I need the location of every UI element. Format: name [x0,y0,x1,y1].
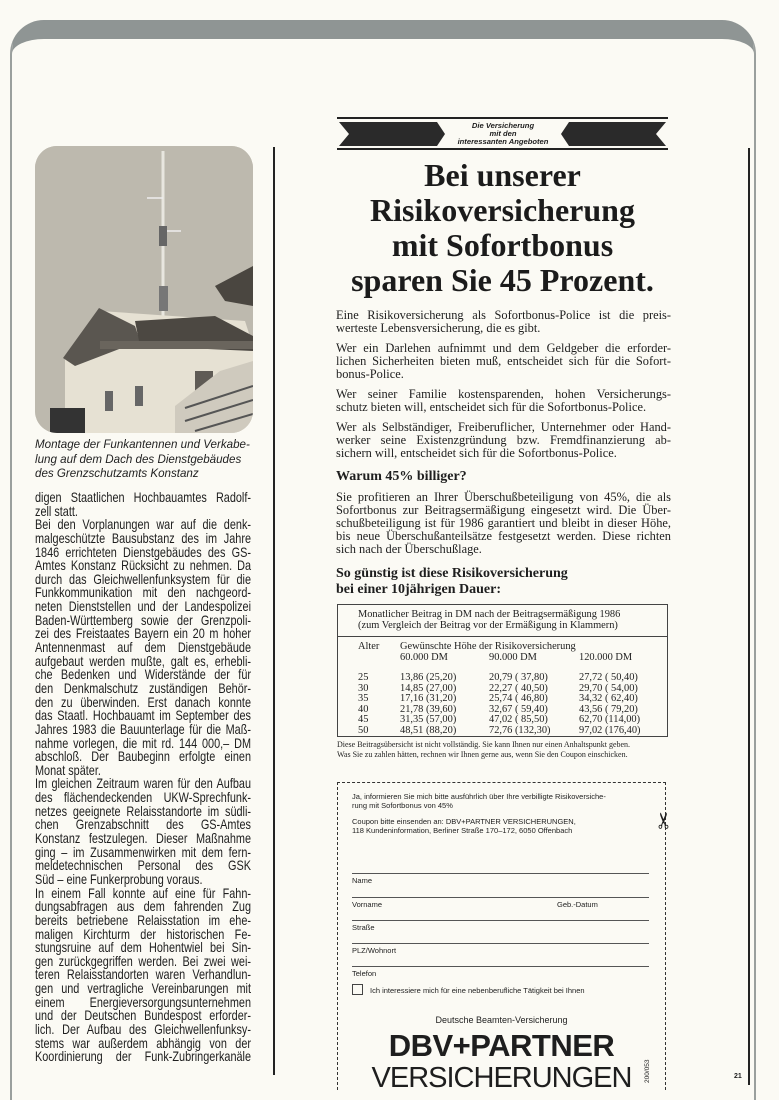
coupon-address-line: Coupon bitte einsenden an: DBV+PARTNER VERSICHERUNGEN, [352,817,576,826]
article-line: einem Energieversorgungsunternehmen [35,994,251,1010]
why-heading: Warum 45% billiger? [336,469,467,484]
company-tagline: Deutsche Beamten-Versicherung [435,1015,568,1025]
coupon-request [352,792,652,810]
sum-header: Gewünschte Höhe der Risikoversicherung [400,641,576,652]
age-cell: 25 [358,672,369,683]
article-line: Jahres 1983 die Bauunterlage für die Maß- [35,721,251,737]
photo-caption [35,438,255,482]
article-line: netzes geeignete Relaisstandorte im südli- [35,803,251,819]
telefon-label: Telefon [352,969,377,978]
premium-cell: 31,35 (57,00) [400,714,457,725]
ad-intro [336,309,671,467]
article-line: gen zurückgegriffen werden. Bei zwei wei- [35,953,251,969]
logo-dbv-partner: DBV+PARTNER [388,1028,615,1063]
intro-paragraph [336,309,671,335]
caption-line: lung auf dem Dach des Dienstgebäudes [35,452,242,466]
article-line: In einem Fall konnte auf eine für Fahn- [35,885,251,901]
article-line: nahme vorlegen, die mit rd. 144 000,– DM [35,735,251,751]
article-line: teren Relaisstandorten waren Verhandlun- [35,967,251,983]
article-line: das Staatl. Hochbauamt im September des [35,708,251,724]
article-line: Süd – eine Funkerprobung voraus. [35,871,203,887]
premium-table [337,604,668,737]
intro-paragraph [336,342,671,381]
premium-cell: 72,76 (132,30) [489,724,551,736]
premium-cell: 13,86 (25,20) [400,672,457,683]
premium-cell: 17,16 (31,20) [400,693,457,704]
table-caption: Monatlicher Beitrag in DM nach der Beitragsermäßigung 1986 [358,609,621,620]
premium-cell: 14,85 (27,00) [400,682,457,694]
article-line: meldetechnischen Personal des GSK [35,858,251,874]
why-text [336,491,671,556]
why-line: Sofortbonus zur Beitragsermäßigung eingesetzt wird. Die Über- [336,503,671,517]
article-line: des flächendeckenden UKW-Sprechfunk- [35,790,251,806]
article-line: stungsruine auf dem Hohentwiel bei Sin- [35,940,251,956]
article-line: zell statt. [35,503,78,519]
intro-line: Wer als Selbständiger, Freiberuflicher, Unternehmer oder Hand- [336,420,671,434]
coupon-request-line: Ja, informieren Sie mich bitte ausführlich über Ihre verbilligte Risikoversiche- [352,792,606,801]
premium-cell: 25,74 ( 46,80) [489,693,548,704]
table-heading-line: bei einer 10jährigen Dauer: [336,582,501,597]
article-line: malgeschützte Bausubstanz des im Jahre [35,530,251,546]
article-line: den zu überwinden. Erst danach konnte [35,694,251,710]
column-header: 90.000 DM [489,652,537,663]
right-rule [748,148,750,1085]
taetigkeit-checkbox[interactable] [352,984,363,995]
age-cell: 35 [358,693,369,704]
article-line: abschloß. Der Baubeginn erfolgte einen [35,749,251,765]
article-line: Koordinierung der Funk-Zubringerkanäle [35,1049,251,1065]
article-line: den Denkmalschutz zuständigen Behör- [35,680,251,696]
intro-paragraph [336,421,671,460]
banner-text [442,122,564,147]
headline-line: sparen Sie 45 Prozent. [351,262,654,298]
telefon-field[interactable] [352,966,649,967]
article-line: che Bedenken und Widerstände der für [35,667,251,683]
coupon-address [352,817,652,835]
photo-antenna-building [35,146,253,433]
plz-field[interactable] [352,943,649,944]
article-line: Baden-Württemberg sowie der Grenzpoli- [35,612,251,628]
headline-line: Risikoversicherung [370,192,635,228]
article-line: aufgebaut werden mußte, galt es, erhebli- [35,653,251,669]
article-line: durch das Gleichwellenfunksystem für die [35,571,251,587]
article-line: chen Grenzabschnitt des GS-Amtes [35,817,251,833]
strasse-label: Straße [352,923,375,932]
premium-cell: 48,51 (88,20) [400,724,457,736]
banner-line: interessanten Angeboten [457,137,549,147]
why-line: Sie profitieren an Ihrer Überschußbeteiligung von 45%, die als [336,490,671,504]
intro-line: schutz bieten will, entscheidet sich für die Sofortbonus-Police. [336,400,647,414]
intro-line: Wer seiner Familie kostensparenden, hohen Versicherungs- [336,387,671,401]
why-line: schußbeteiligung ist für 1986 garantiert und bleibt in dieser Höhe, [336,516,671,530]
article-line: neten Dienststellen und der Landespolizei [35,599,251,615]
article-line: und der Deutschen Bundespost erforder- [35,1008,251,1024]
table-divider [338,636,667,637]
table-footnote [337,740,672,760]
article-line: ging – im Zusammenwirken mit dem fern- [35,844,251,860]
geb-datum-label: Geb.-Datum [557,900,598,909]
table-caption: (zum Vergleich der Beitrag vor der Ermäßigung in Klammern) [358,620,618,631]
scissors-icon: ✂ [652,811,678,830]
column-header: 120.000 DM [579,652,633,663]
article-line: gen und vertragliche Vereinbarungen mit [35,981,251,997]
table-heading [336,566,568,598]
name-label: Name [352,876,373,885]
article-line: stems war außerdem abhängig von der [35,1035,251,1051]
age-cell: 30 [358,682,369,694]
age-header: Alter [358,641,380,652]
coupon [337,782,666,1094]
why-line: sich nach der Überschußlage. [336,542,482,556]
vorname-field[interactable] [352,897,649,898]
intro-line: Eine Risikoversicherung als Sofortbonus-Police ist die preis- [336,308,671,322]
intro-line: bonus-Police. [336,367,404,381]
intro-line: Wer ein Darlehen aufnimmt und dem Geldgeber die erforder- [336,341,671,355]
caption-line: des Grenzschutzamts Konstanz [35,467,199,480]
strasse-field[interactable] [352,920,649,921]
article-line: Konstanz festzulegen. Dieser Maßnahme [35,831,251,847]
intro-paragraph [336,388,671,414]
premium-cell: 22,27 ( 40,50) [489,682,548,694]
article-line: dungsabfragen aus dem fahrenden Zug [35,899,251,915]
premium-cell: 43,56 ( 79,20) [579,703,638,715]
column-header: 60.000 DM [400,652,448,663]
article-line: Bei den Vorplanungen war auf die denk- [35,517,251,533]
premium-cell: 20,79 ( 37,80) [489,672,548,683]
article-line: Funkkommunikation mit den nachgeord- [35,585,251,601]
age-cell: 40 [358,703,369,715]
premium-cell: 21,78 (39,60) [400,703,457,715]
ad-code: 200/053 [644,1059,651,1083]
why-line: bis neue Überschußanteilsätze festgesetzt werden. Diese richten [336,529,671,543]
headline-line: Bei unserer [424,157,581,193]
table-heading-line: So günstig ist diese Risikoversicherung [336,566,568,581]
article-line: bereits betriebene Relaisstation im ehe- [35,912,251,928]
headline-line: mit Sofortbonus [391,227,614,263]
premium-cell: 34,32 ( 62,40) [579,693,638,704]
column-divider [273,147,275,1075]
article-line: Monat später. [35,762,101,778]
article-line: Amtes Konstanz Rücksicht zu nehmen. Da [35,558,251,574]
intro-line: werteste Lebensversicherung, die es gibt. [336,321,541,335]
banner-line: mit den [489,129,517,139]
article-line: digen Staatlichen Hochbauamtes Radolf- [35,490,251,505]
premium-cell: 27,72 ( 50,40) [579,672,638,683]
premium-cell: 47,02 ( 85,50) [489,714,548,725]
article-line: Im gleichen Zeitraum waren für den Aufbau [35,776,251,792]
article-line: lich. Der Aufbau des Gleichwellenfunksy- [35,1021,251,1037]
article-line: maligen Kirchturm der historischen Fe- [35,926,251,942]
age-cell: 45 [358,714,369,725]
article-text [35,491,251,1064]
premium-cell: 97,02 (176,40) [579,724,641,736]
name-field[interactable] [352,873,649,874]
checkbox-label: Ich interessiere mich für eine nebenberufliche Tätigkeit bei Ihnen [370,986,585,995]
article-line: 1846 errichteten Dienstgebäudes des GS- [35,544,251,560]
article-line: Antennenmast auf dem Dienstgebäude [35,640,251,656]
coupon-request-line: rung mit Sofortbonus von 45% [352,801,453,811]
plz-label: PLZ/Wohnort [352,946,397,955]
ad-headline [325,158,680,298]
footnote-line: Diese Beitragsübersicht ist nicht vollständig. Sie kann Ihnen nur einen Anhaltspunkt geben. [337,740,631,749]
age-cell: 50 [358,724,369,736]
vorname-label: Vorname [352,900,383,909]
ad-banner [337,117,668,151]
intro-line: werker seine Existenzgründung bzw. Fremdfinanzierung ab- [336,433,671,447]
article-line: zei des Freistaates Bayern ein 20 m hoher [35,626,251,642]
intro-line: lichen Sicherheiten bieten muß, entscheidet sich für die Sofort- [336,354,671,368]
footnote-line: Was Sie zu zahlen hätten, rechnen wir Ihnen gerne aus, wenn Sie den Coupon einschicken. [337,750,628,759]
page-number: 21 [734,1073,742,1080]
premium-cell: 62,70 (114,00) [579,714,641,725]
intro-line: sichern will, entscheidet sich für die Sofortbonus-Police. [336,446,617,460]
premium-cell: 29,70 ( 54,00) [579,682,638,694]
banner-line: Die Versicherung [471,121,535,130]
coupon-address-line: 118 Kundeninformation, Berliner Straße 170–172, 6050 Offenbach [352,826,573,836]
logo-versicherungen: VERSICHERUNGEN [371,1062,632,1094]
premium-cell: 32,67 ( 59,40) [489,703,548,715]
caption-line: Montage der Funkantennen und Verkabe- [35,438,250,451]
